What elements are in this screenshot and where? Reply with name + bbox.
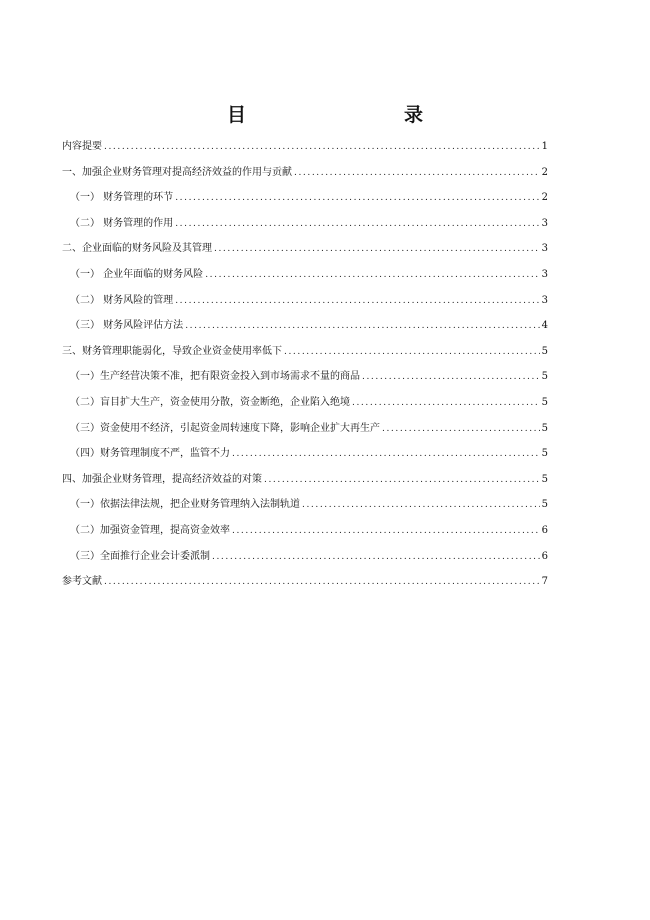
toc-entry-text: （二） 财务管理的作用 <box>70 217 174 229</box>
toc-entry[interactable] <box>62 492 548 518</box>
toc-entry-text: 一、加强企业财务管理对提高经济效益的作用与贡献 <box>62 166 292 178</box>
toc-entry-text: （三）资金使用不经济，引起资金周转速度下降，影响企业扩大再生产 <box>70 422 380 434</box>
toc-entry-text: （一） 财务管理的环节 <box>70 192 174 204</box>
toc-entry-text: 四、加强企业财务管理，提高经济效益的对策 <box>62 473 262 485</box>
toc-entry-text: （二）加强资金管理，提高资金效率 <box>70 524 230 536</box>
toc-entry-text: （三）全面推行企业会计委派制 <box>70 550 210 562</box>
toc-entry-page: 2 <box>541 166 548 178</box>
toc-entry-page: 5 <box>541 448 548 460</box>
toc-entry-page: 5 <box>541 371 548 383</box>
toc-entry-text: 参考文献 <box>62 576 102 588</box>
toc-entry[interactable] <box>62 339 548 365</box>
toc-entry[interactable] <box>62 390 548 416</box>
toc-title: 目 录 <box>226 104 463 126</box>
toc-leader-dots <box>175 289 539 315</box>
toc-leader-dots <box>175 212 539 238</box>
toc-leader-dots <box>214 237 540 263</box>
toc-leader-dots <box>205 263 539 289</box>
toc-entry-page: 3 <box>541 217 548 229</box>
toc-entry[interactable] <box>62 364 548 390</box>
toc-entry[interactable] <box>62 569 548 595</box>
toc-entry-text: （一）依据法律法规，把企业财务管理纳入法制轨道 <box>70 499 300 511</box>
toc-entry-text: 内容提要 <box>62 141 102 152</box>
toc-leader-dots <box>352 391 540 417</box>
toc-list <box>62 134 548 595</box>
toc-entry-text: （四）财务管理制度不严，监管不力 <box>70 448 230 460</box>
toc-entry[interactable] <box>62 262 548 288</box>
toc-leader-dots <box>175 186 539 212</box>
toc-entry[interactable] <box>62 467 548 493</box>
toc-entry-page: 5 <box>541 499 548 511</box>
toc-entry[interactable] <box>62 134 548 160</box>
toc-entry-page: 6 <box>541 524 548 536</box>
toc-leader-dots <box>232 442 540 468</box>
toc-leader-dots <box>382 417 540 443</box>
toc-entry-page: 5 <box>541 345 548 357</box>
toc-entry[interactable] <box>62 544 548 570</box>
toc-entry-page: 5 <box>541 473 548 485</box>
toc-leader-dots <box>284 340 540 366</box>
toc-entry-text: （二） 财务风险的管理 <box>70 294 174 306</box>
toc-entry-page: 5 <box>541 422 548 434</box>
toc-leader-dots <box>294 161 540 187</box>
toc-leader-dots <box>264 468 540 494</box>
toc-entry-page: 3 <box>541 294 548 306</box>
toc-entry-text: 三、财务管理职能弱化，导致企业资金使用率低下 <box>62 345 282 357</box>
toc-leader-dots <box>185 314 539 340</box>
toc-entry[interactable] <box>62 313 548 339</box>
toc-leader-dots <box>104 570 540 596</box>
toc-entry[interactable] <box>62 160 548 186</box>
toc-leader-dots <box>302 493 540 519</box>
toc-entry-page: 2 <box>541 192 548 204</box>
toc-entry-page: 5 <box>541 396 548 408</box>
toc-entry-text: （二）盲目扩大生产，资金使用分散，资金断绝，企业陷入绝境 <box>70 396 350 408</box>
toc-entry-text: （三） 财务风险评估方法 <box>70 320 184 332</box>
toc-entry-page: 6 <box>541 550 548 562</box>
toc-leader-dots <box>212 545 540 571</box>
toc-entry-text: （一）生产经营决策不准，把有限资金投入到市场需求不量的商品 <box>70 371 360 383</box>
toc-entry-page: 1 <box>541 141 548 152</box>
toc-entry-page: 4 <box>541 320 548 332</box>
toc-entry-text: （一） 企业年面临的财务风险 <box>70 268 204 280</box>
toc-entry[interactable] <box>62 211 548 237</box>
toc-leader-dots <box>362 365 540 391</box>
toc-entry-text: 二、企业面临的财务风险及其管理 <box>62 243 212 255</box>
toc-entry-page: 3 <box>541 243 548 255</box>
toc-entry[interactable] <box>62 288 548 314</box>
toc-leader-dots <box>104 135 540 161</box>
toc-leader-dots <box>232 519 540 545</box>
toc-entry[interactable] <box>62 236 548 262</box>
toc-entry[interactable] <box>62 185 548 211</box>
toc-entry-page: 3 <box>541 268 548 280</box>
toc-entry[interactable] <box>62 518 548 544</box>
toc-entry[interactable] <box>62 416 548 442</box>
toc-entry-page: 7 <box>541 576 548 588</box>
toc-entry[interactable] <box>62 441 548 467</box>
